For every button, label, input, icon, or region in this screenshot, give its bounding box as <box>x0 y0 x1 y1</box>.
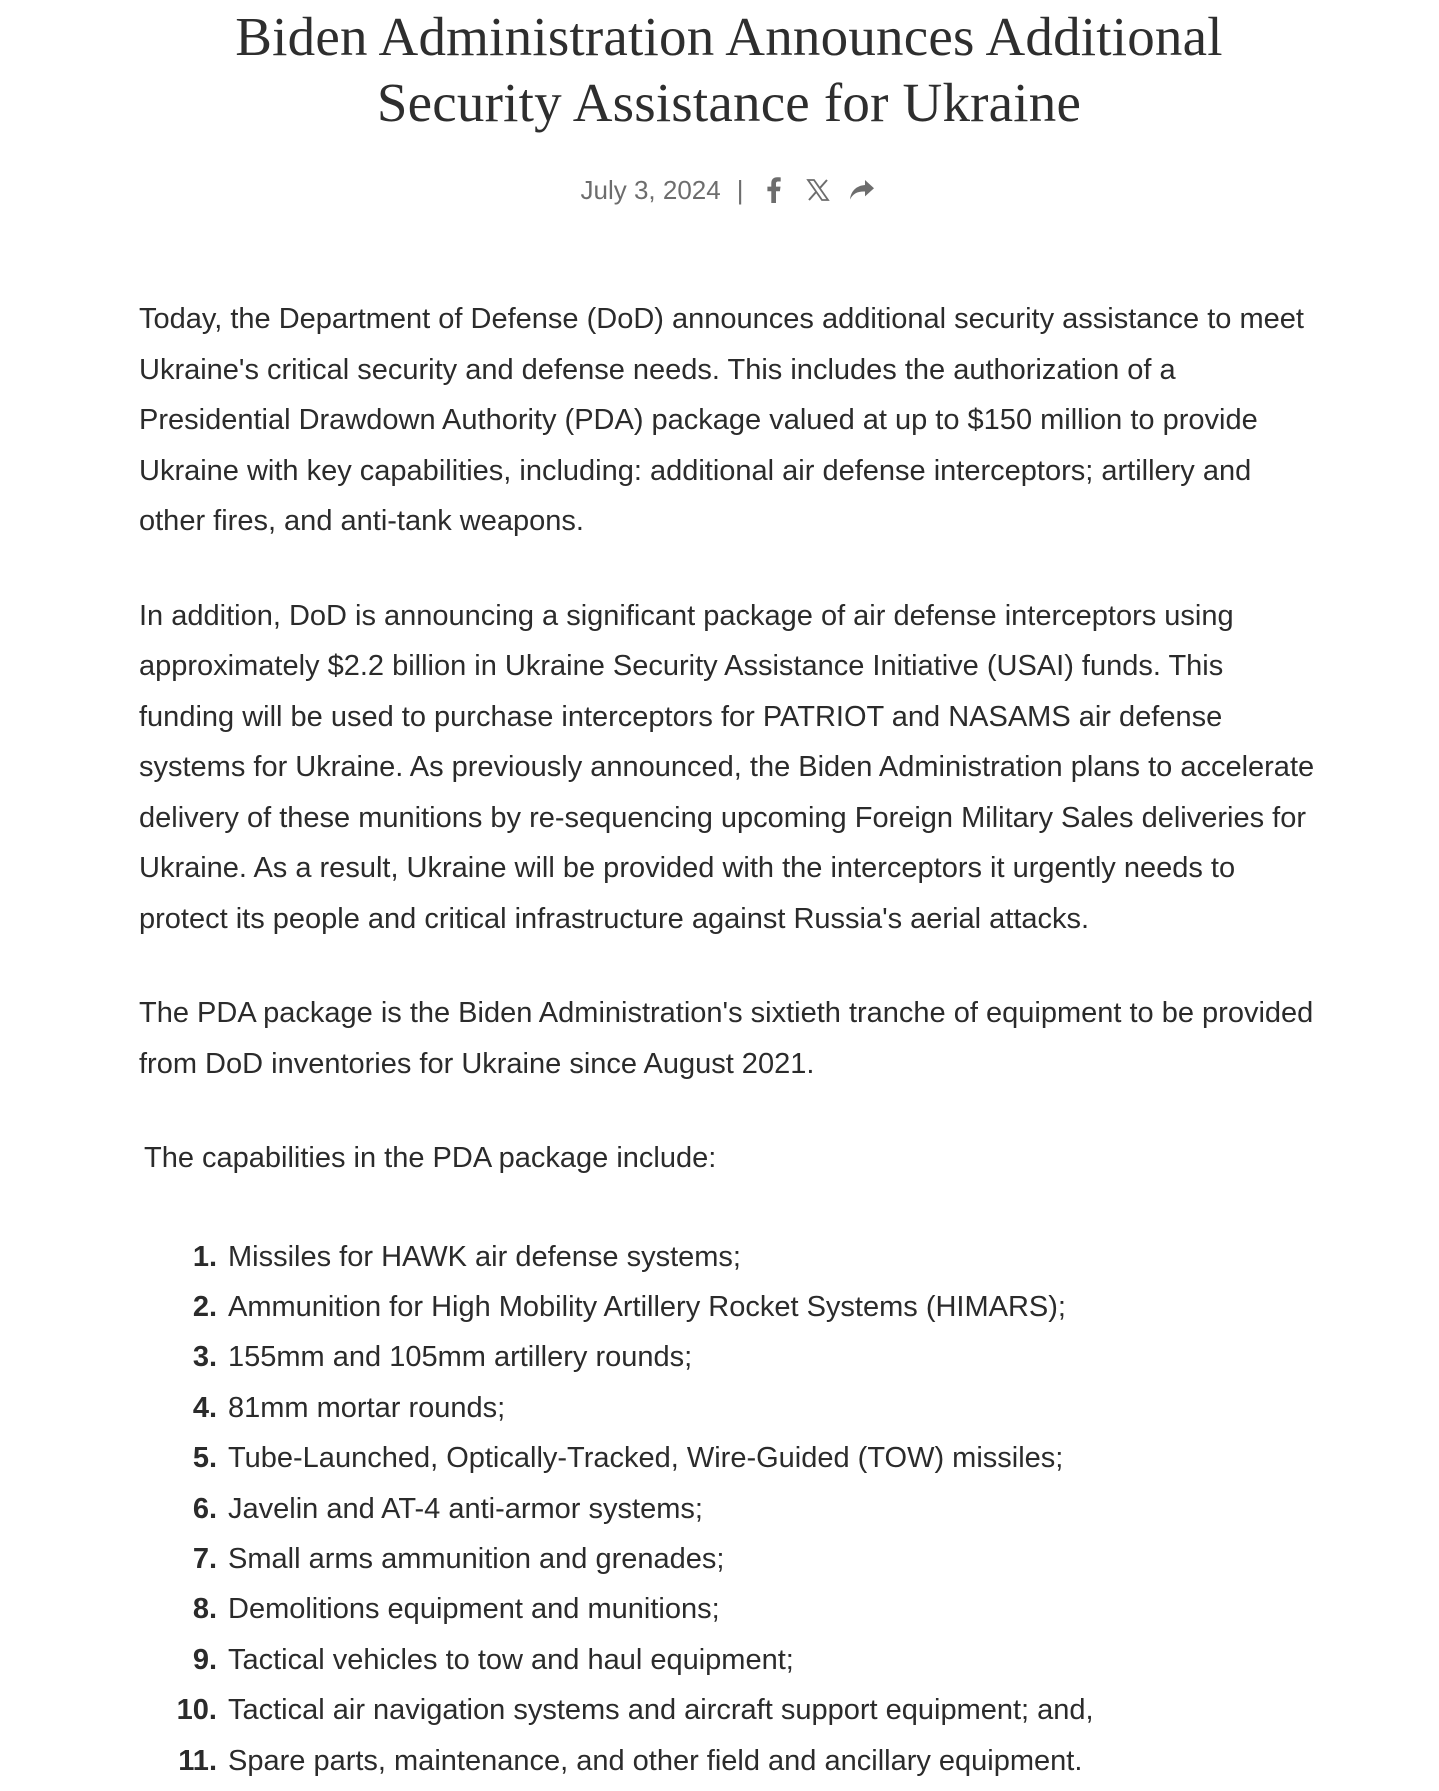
list-item <box>139 1736 1319 1786</box>
paragraph-2: In addition, DoD is announcing a significant package of air defense interceptors using approximately $2.2 billion in Ukraine Security Assistance Initiative (USAI) funds. This funding will be used to purchase interceptors for PATRIOT and NASAMS air defense systems for Ukraine. As previously announced, the Biden Administration plans to accelerate delivery of these munitions by re-sequencing upcoming Foreign Military Sales deliveries for Ukraine. As a result, Ukraine will be provided with the interceptors it urgently needs to protect its people and critical infrastructure against Russia's aerial attacks. <box>139 599 1315 935</box>
list-item-number: 3. <box>192 1341 217 1374</box>
list-item <box>139 1584 1319 1634</box>
list-item-number: 7. <box>192 1542 217 1575</box>
facebook-icon[interactable] <box>759 175 789 205</box>
paragraph-3: The PDA package is the Biden Administration's sixtieth tranche of equipment to be provided from DoD inventories for Ukraine since August 2021. <box>139 997 1314 1080</box>
list-item-number: 6. <box>192 1492 217 1525</box>
paragraph-1: Today, the Department of Defense (DoD) announces additional security assistance to meet Ukraine's critical security and defense needs. This includes the authorization of a Presidential Drawdown Authority (PDA) package valued at up to $150 million to provide Ukraine with key capabilities, including: additional air defense interceptors; artillery and other fires, and anti-tank weapons. <box>139 303 1304 537</box>
list-item-text: 81mm mortar rounds; <box>228 1391 506 1424</box>
list-item-number: 4. <box>192 1391 217 1424</box>
x-icon[interactable] <box>803 175 833 205</box>
list-item <box>139 1534 1319 1584</box>
list-item-text: 155mm and 105mm artillery rounds; <box>228 1341 693 1374</box>
list-item-text: Tactical air navigation systems and aircraft support equipment; and, <box>228 1694 1094 1727</box>
list-item-number: 2. <box>192 1290 217 1323</box>
list-item <box>139 1383 1319 1433</box>
article <box>139 0 1319 1786</box>
list-item-number: 1. <box>192 1240 217 1273</box>
list-item-number: 11. <box>178 1744 217 1777</box>
list-item-text: Javelin and AT-4 anti-armor systems; <box>228 1492 703 1525</box>
publish-date: July 3, 2024 <box>580 174 721 205</box>
list-item-text: Tube-Launched, Optically-Tracked, Wire-Guided (TOW) missiles; <box>228 1442 1064 1475</box>
list-item <box>139 1282 1319 1332</box>
list-item-text: Tactical vehicles to tow and haul equipment; <box>228 1643 794 1676</box>
page-title: Biden Administration Announces Additional Security Assistance for Ukraine <box>235 6 1223 133</box>
list-item-text: Demolitions equipment and munitions; <box>228 1593 720 1626</box>
list-item-number: 5. <box>192 1442 217 1475</box>
capabilities-intro: The capabilities in the PDA package include: <box>144 1142 717 1174</box>
list-item-number: 8. <box>192 1593 217 1626</box>
list-item <box>139 1332 1319 1382</box>
list-item <box>139 1635 1319 1685</box>
article-meta <box>139 170 1319 210</box>
capabilities-list <box>139 1232 1319 1786</box>
list-item-text: Missiles for HAWK air defense systems; <box>228 1240 741 1273</box>
meta-separator: | <box>736 174 744 205</box>
list-item-text: Spare parts, maintenance, and other field and ancillary equipment. <box>228 1744 1083 1777</box>
list-item-number: 9. <box>192 1643 217 1676</box>
list-item <box>139 1232 1319 1282</box>
list-item-text: Small arms ammunition and grenades; <box>228 1542 725 1575</box>
share-arrow-icon[interactable] <box>847 175 877 205</box>
list-item-text: Ammunition for High Mobility Artillery Rocket Systems (HIMARS); <box>228 1290 1066 1323</box>
article-body <box>139 294 1319 1786</box>
list-item <box>139 1484 1319 1534</box>
list-item <box>139 1433 1319 1483</box>
list-item <box>139 1685 1319 1735</box>
list-item-number: 10. <box>176 1694 217 1727</box>
